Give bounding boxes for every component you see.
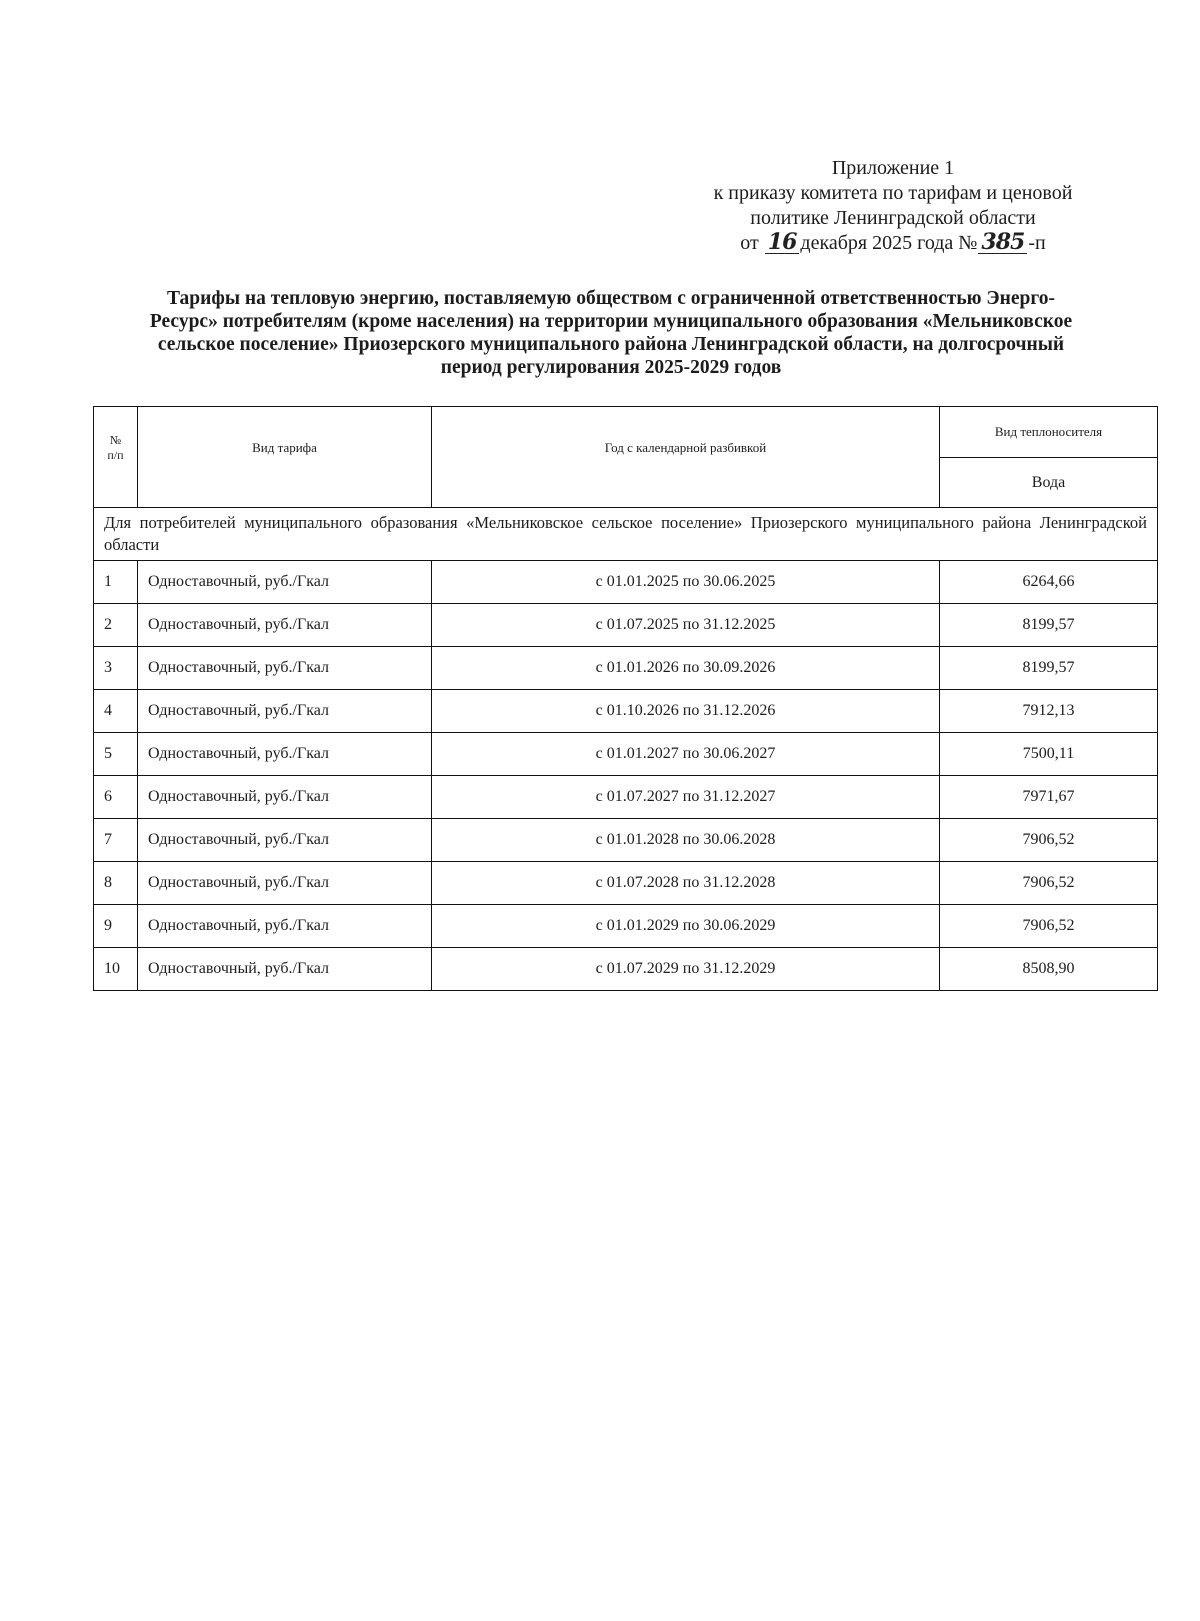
row-tariff-type: Одноставочный, руб./Гкал: [138, 690, 432, 733]
row-number: 5: [94, 733, 138, 776]
row-tariff-value: 7906,52: [940, 862, 1158, 905]
row-tariff-value: 7500,11: [940, 733, 1158, 776]
row-tariff-type: Одноставочный, руб./Гкал: [138, 733, 432, 776]
row-tariff-type: Одноставочный, руб./Гкал: [138, 948, 432, 991]
appendix-block: [662, 156, 1124, 256]
row-tariff-type: Одноставочный, руб./Гкал: [138, 862, 432, 905]
row-tariff-value: 6264,66: [940, 561, 1158, 604]
row-period: с 01.01.2028 по 30.06.2028: [432, 819, 940, 862]
header-water: Вода: [940, 458, 1158, 508]
row-number: 8: [94, 862, 138, 905]
row-number: 4: [94, 690, 138, 733]
document-heading: [111, 287, 1111, 379]
row-period: с 01.07.2025 по 31.12.2025: [432, 604, 940, 647]
heading-line-1: Тарифы на тепловую энергию, поставляемую обществом с ограниченной ответственностью Энерго-: [166, 288, 1056, 309]
row-period: с 01.01.2029 по 30.06.2029: [432, 905, 940, 948]
row-tariff-type: Одноставочный, руб./Гкал: [138, 776, 432, 819]
table-row: [94, 733, 1158, 776]
row-period: с 01.01.2025 по 30.06.2025: [432, 561, 940, 604]
tariff-table: [93, 406, 1158, 991]
row-number: 6: [94, 776, 138, 819]
appendix-title: Приложение 1: [831, 157, 955, 179]
table-row: [94, 819, 1158, 862]
table-row: [94, 561, 1158, 604]
appendix-line-2: политике Ленинградской области: [750, 207, 1036, 229]
heading-line-4: период регулирования 2025-2029 годов: [440, 357, 782, 378]
header-num: [94, 407, 138, 508]
header-tariff-type: Вид тарифа: [138, 407, 432, 508]
row-number: 9: [94, 905, 138, 948]
appendix-line-1: к приказу комитета по тарифам и ценовой: [713, 182, 1073, 204]
header-carrier: Вид теплоносителя: [940, 407, 1158, 458]
table-row: [94, 776, 1158, 819]
row-number: 3: [94, 647, 138, 690]
row-tariff-value: 7906,52: [940, 905, 1158, 948]
appendix-date-line: [662, 231, 1124, 256]
row-tariff-type: Одноставочный, руб./Гкал: [138, 905, 432, 948]
section-consumers: Для потребителей муниципального образования «Мельниковское сельское поселение» Приозерского муниципального района Ленинградской области: [94, 508, 1158, 561]
table-header-row: [94, 407, 1158, 458]
handwritten-order-number: 385: [978, 232, 1027, 254]
row-number: 7: [94, 819, 138, 862]
date-rest: декабря 2025 года №: [800, 232, 978, 254]
row-period: с 01.07.2027 по 31.12.2027: [432, 776, 940, 819]
heading-line-2: Ресурс» потребителям (кроме населения) на территории муниципального образования «Мельниковское: [149, 311, 1073, 332]
table-row: [94, 948, 1158, 991]
heading-line-3: сельское поселение» Приозерского муниципального района Ленинградской области, на долгосрочный: [157, 334, 1065, 355]
row-tariff-type: Одноставочный, руб./Гкал: [138, 561, 432, 604]
row-tariff-value: 8199,57: [940, 647, 1158, 690]
row-period: с 01.07.2029 по 31.12.2029: [432, 948, 940, 991]
row-number: 10: [94, 948, 138, 991]
date-prefix: от: [740, 232, 759, 254]
table-row: [94, 905, 1158, 948]
handwritten-day: 16: [765, 232, 800, 254]
row-period: с 01.01.2026 по 30.09.2026: [432, 647, 940, 690]
table-row: [94, 604, 1158, 647]
row-tariff-type: Одноставочный, руб./Гкал: [138, 647, 432, 690]
table-row: [94, 862, 1158, 905]
header-num-symbol: №: [109, 433, 122, 447]
table-row: [94, 647, 1158, 690]
row-tariff-value: 8508,90: [940, 948, 1158, 991]
row-tariff-value: 7912,13: [940, 690, 1158, 733]
order-suffix: -п: [1028, 232, 1046, 254]
row-tariff-value: 8199,57: [940, 604, 1158, 647]
header-period: Год с календарной разбивкой: [432, 407, 940, 508]
row-tariff-type: Одноставочный, руб./Гкал: [138, 819, 432, 862]
header-num-pp: п/п: [107, 448, 124, 462]
table-section-row: [94, 508, 1158, 561]
table-row: [94, 690, 1158, 733]
row-tariff-value: 7971,67: [940, 776, 1158, 819]
row-period: с 01.07.2028 по 31.12.2028: [432, 862, 940, 905]
row-number: 2: [94, 604, 138, 647]
row-tariff-value: 7906,52: [940, 819, 1158, 862]
row-period: с 01.10.2026 по 31.12.2026: [432, 690, 940, 733]
row-tariff-type: Одноставочный, руб./Гкал: [138, 604, 432, 647]
row-number: 1: [94, 561, 138, 604]
row-period: с 01.01.2027 по 30.06.2027: [432, 733, 940, 776]
